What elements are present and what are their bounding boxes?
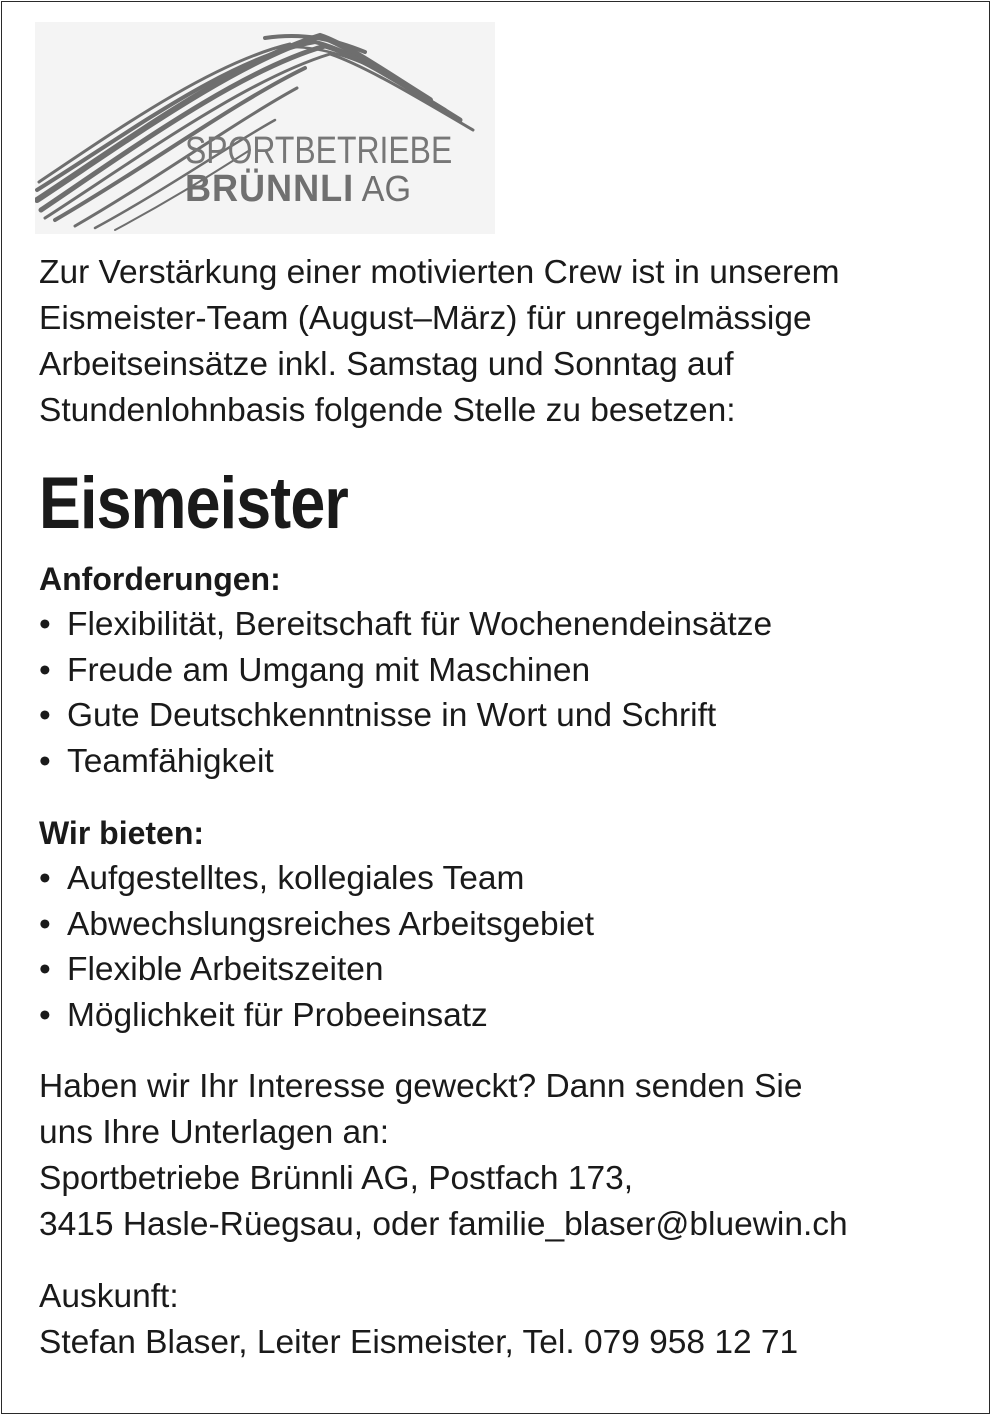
bullet-icon: • — [39, 860, 51, 897]
bullet-icon: • — [39, 697, 51, 734]
list-item: • Flexibilität, Bereitschaft für Wochenendeinsätze — [39, 602, 969, 648]
contact-section — [39, 1274, 969, 1366]
apply-line: Haben wir Ihr Interesse geweckt? Dann senden Sie — [39, 1068, 803, 1105]
offer-heading: Wir bieten: — [39, 815, 205, 851]
apply-paragraph — [39, 1064, 969, 1248]
requirements-section — [39, 556, 969, 784]
company-logo — [35, 22, 495, 234]
list-item: • Aufgestelltes, kollegiales Team — [39, 856, 969, 902]
offer-list — [39, 856, 969, 1038]
logo-name: BRÜNNLI — [185, 168, 355, 210]
list-item: • Gute Deutschkenntnisse in Wort und Schrift — [39, 693, 969, 739]
list-item: • Freude am Umgang mit Maschinen — [39, 648, 969, 694]
bullet-icon: • — [39, 951, 51, 988]
intro-line: Zur Verstärkung einer motivierten Crew ist in unserem — [39, 254, 840, 291]
bullet-icon: • — [39, 996, 51, 1034]
ad-content — [39, 250, 969, 1366]
logo-wordmark-bottom — [185, 168, 411, 211]
job-title: Eismeister — [39, 463, 348, 544]
bullet-icon: • — [39, 905, 51, 943]
apply-line: uns Ihre Unterlagen an: — [39, 1114, 390, 1151]
bullet-icon: • — [39, 742, 51, 780]
offer-section — [39, 810, 969, 1038]
bullet-icon: • — [39, 606, 51, 643]
list-item: • Abwechslungsreiches Arbeitsgebiet — [39, 902, 969, 948]
intro-line: Stundenlohnbasis folgende Stelle zu besetzen: — [39, 392, 736, 429]
requirements-heading: Anforderungen: — [39, 561, 281, 597]
logo-suffix: AG — [361, 168, 412, 209]
list-item: • Flexible Arbeitszeiten — [39, 947, 969, 993]
address-and-email: 3415 Hasle-Rüegsau, oder familie_blaser@bluewin.ch — [39, 1206, 848, 1243]
contact-label: Auskunft: — [39, 1278, 179, 1315]
intro-line: Eismeister-Team (August–März) für unregelmässige — [39, 300, 812, 337]
intro-line: Arbeitseinsätze inkl. Samstag und Sonntag auf — [39, 346, 734, 383]
bullet-icon: • — [39, 651, 51, 689]
requirements-list — [39, 602, 969, 784]
intro-paragraph — [39, 250, 969, 434]
contact-line: Stefan Blaser, Leiter Eismeister, Tel. 079 958 12 71 — [39, 1324, 799, 1361]
list-item: • Teamfähigkeit — [39, 739, 969, 785]
logo-wordmark-top: SPORTBETRIEBE — [185, 130, 453, 172]
postal-address: Sportbetriebe Brünnli AG, Postfach 173, — [39, 1160, 634, 1197]
list-item: • Möglichkeit für Probeeinsatz — [39, 993, 969, 1039]
